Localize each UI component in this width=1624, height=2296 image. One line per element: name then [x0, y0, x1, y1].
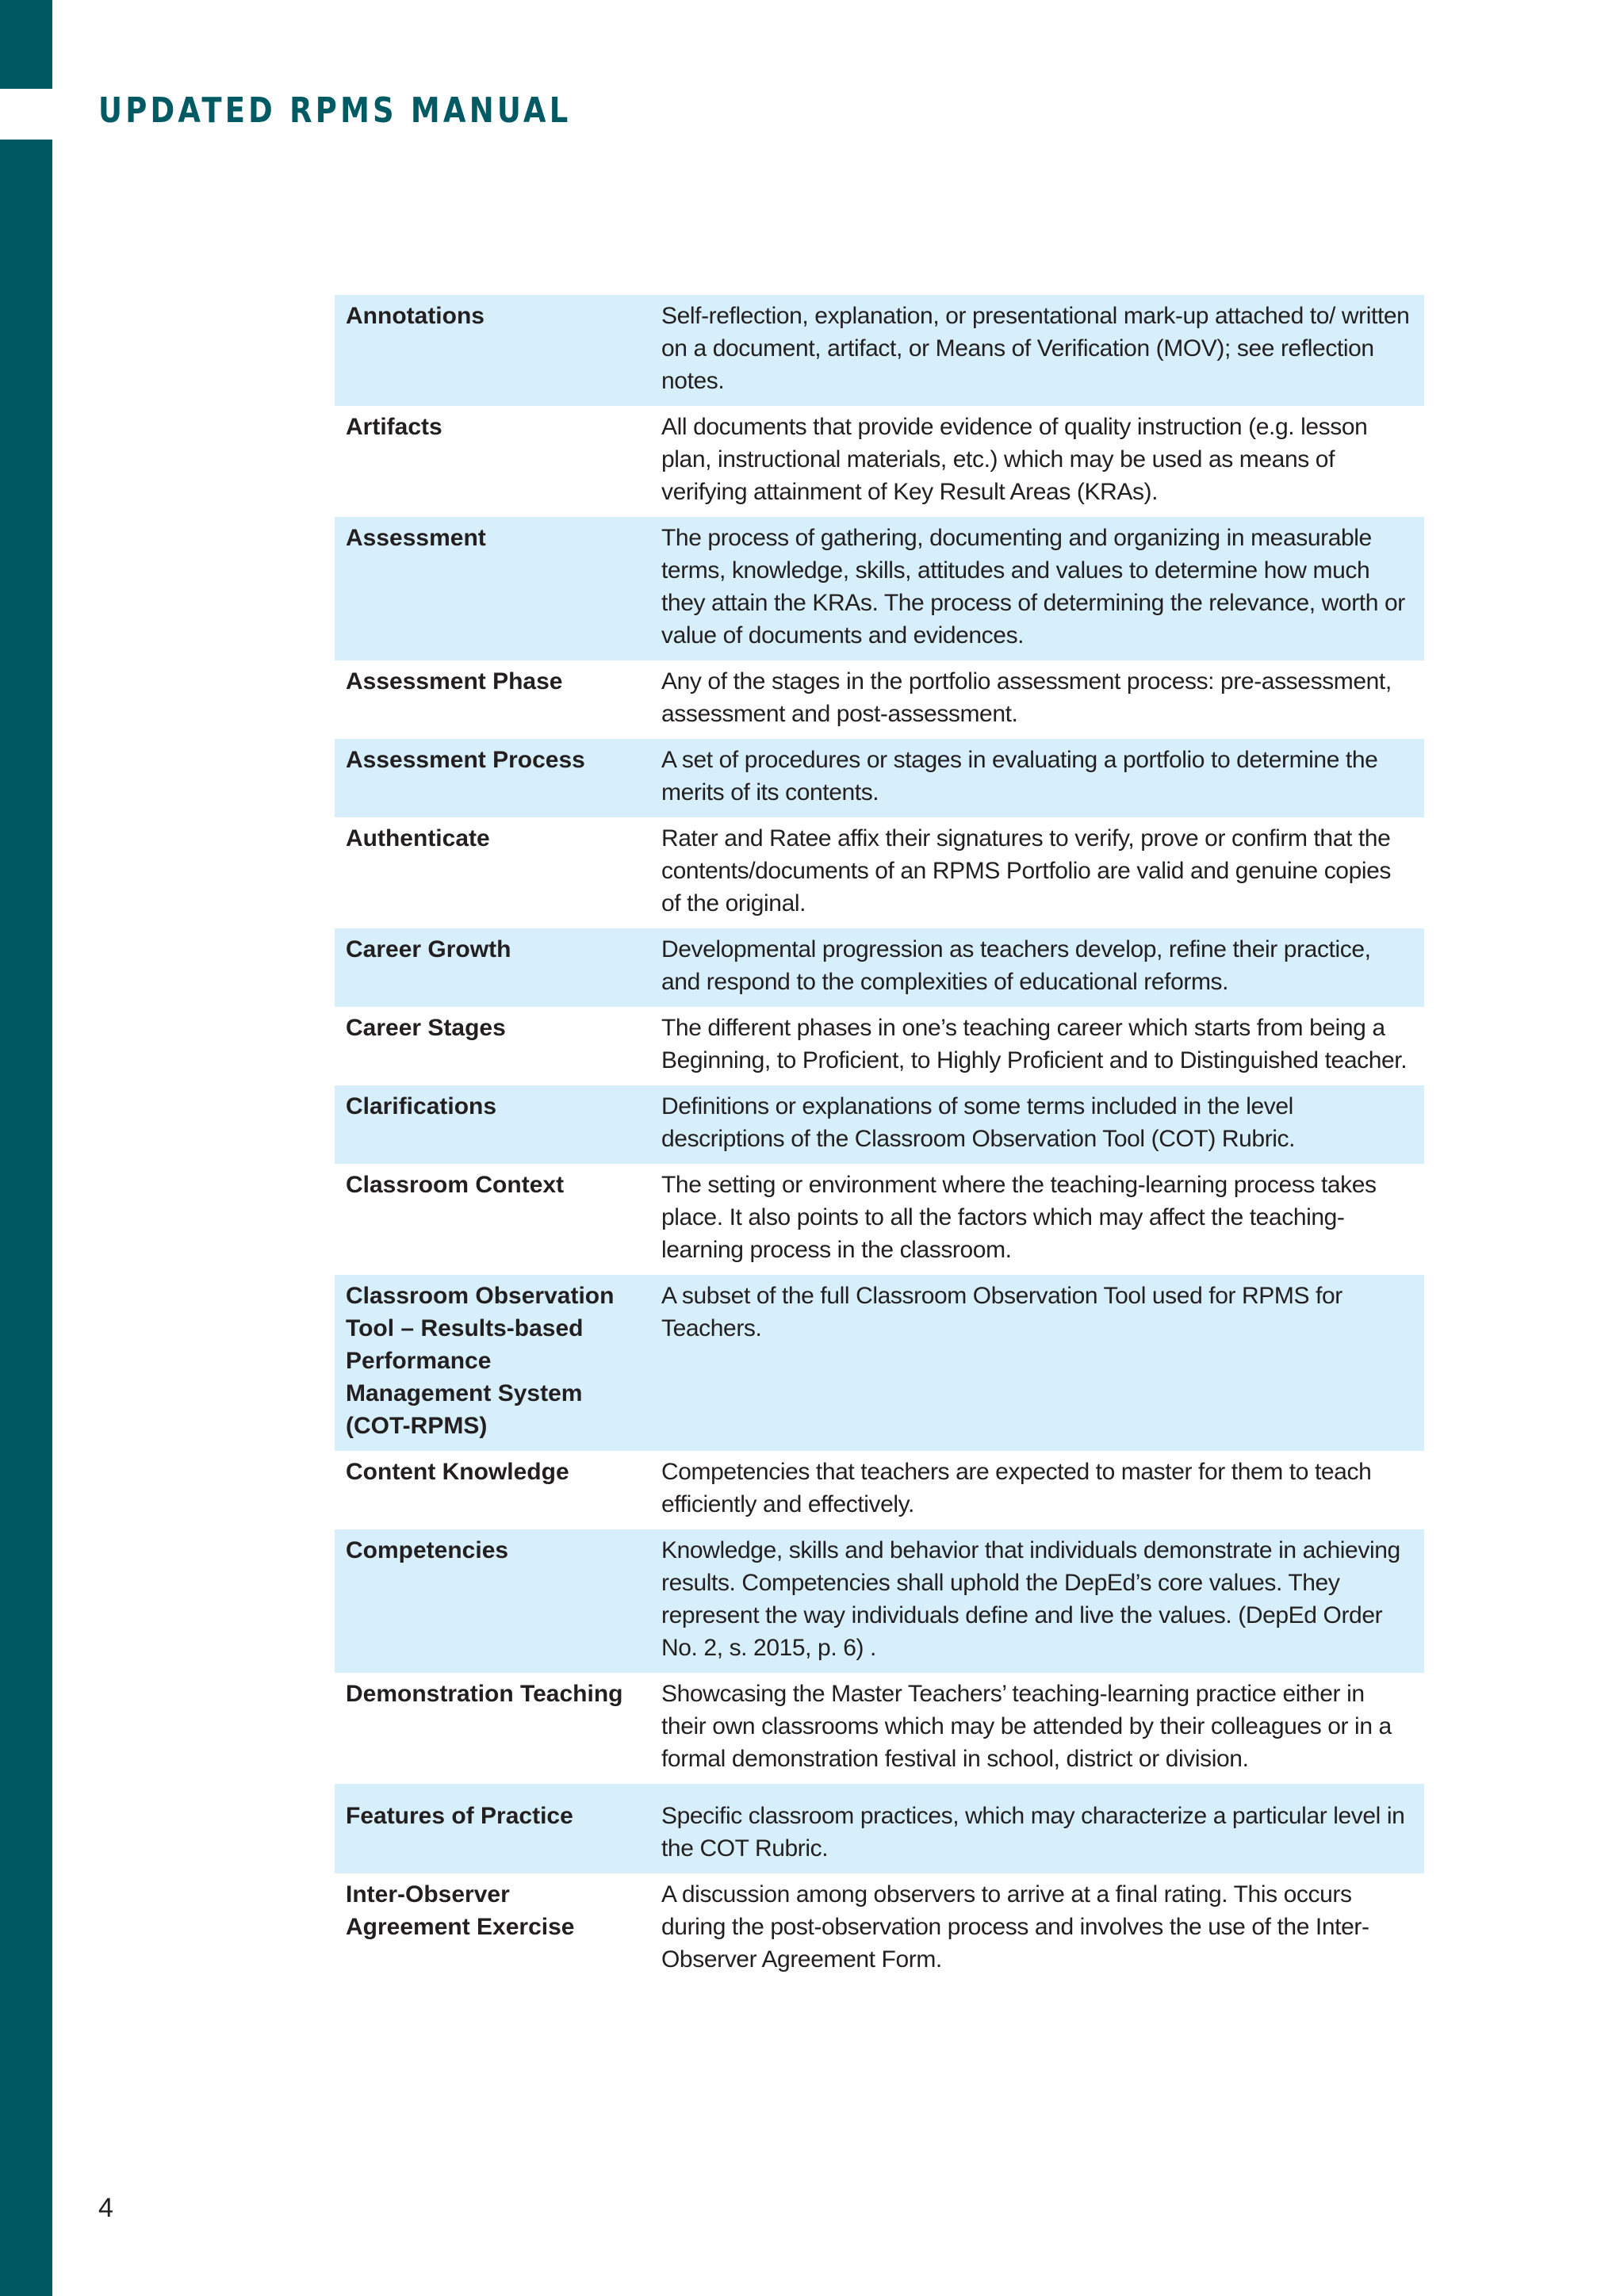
glossary-definition: The process of gathering, documenting and organizing in measurable terms, knowledge, skills, attitudes and values to determine how much they attain the KRAs. The process of determining the relevance, worth or value of documents and evidences. [661, 525, 1405, 649]
glossary-definition: Definitions or explanations of some terms included in the level descriptions of the Classroom Observation Tool (COT) Rubric. [661, 1093, 1296, 1152]
glossary-row [335, 1529, 1424, 1673]
glossary-definition: Any of the stages in the portfolio assessment process: pre-assessment, assessment and post-assessment. [661, 668, 1392, 727]
glossary-definition: A set of procedures or stages in evaluating a portfolio to determine the merits of its contents. [661, 747, 1378, 806]
glossary-row [335, 406, 1424, 517]
glossary-row [335, 1164, 1424, 1275]
glossary-definition: The setting or environment where the teaching-learning process takes place. It also points to all the factors which may affect the teaching-learning process in the classroom. [661, 1172, 1377, 1263]
glossary-row [335, 517, 1424, 660]
glossary-definition: A discussion among observers to arrive at a final rating. This occurs during the post-observation process and involves the use of the Inter-Observer Agreement Form. [661, 1881, 1369, 1973]
running-header: UPDATED RPMS MANUAL [98, 90, 572, 131]
glossary-definition: Knowledge, skills and behavior that individuals demonstrate in achieving results. Competencies shall uphold the DepEd’s core values. They represent the way individuals define and live the values. (DepEd Order No. 2, s. 2015, p. 6) . [661, 1537, 1400, 1661]
glossary-row [335, 1085, 1424, 1164]
glossary-term: Features of Practice [346, 1803, 573, 1829]
glossary-definition: The different phases in one’s teaching career which starts from being a Beginning, to Proficient, to Highly Proficient and to Distinguished teacher. [661, 1015, 1408, 1073]
glossary-term: Annotations [346, 303, 485, 329]
glossary-row [335, 739, 1424, 817]
glossary-definition: Developmental progression as teachers develop, refine their practice, and respond to the complexities of educational reforms. [661, 936, 1371, 995]
glossary-row [335, 1275, 1424, 1451]
glossary-definition: Competencies that teachers are expected to master for them to teach efficiently and effectively. [661, 1459, 1372, 1517]
glossary-term: Career Stages [346, 1015, 506, 1041]
glossary-definition: A subset of the full Classroom Observation Tool used for RPMS for Teachers. [661, 1283, 1342, 1341]
glossary-row [335, 1451, 1424, 1529]
glossary-row [335, 660, 1424, 739]
glossary-term: Career Growth [346, 936, 511, 962]
glossary-term: Classroom Observation Tool – Results-based Performance Management System (COT-RPMS) [346, 1283, 615, 1439]
glossary-term: Classroom Context [346, 1172, 565, 1198]
glossary-table [335, 295, 1424, 1984]
glossary-definition: Showcasing the Master Teachers’ teaching-learning practice either in their own classrooms which may be attended by their colleagues or in a formal demonstration festival in school, district or division. [661, 1681, 1392, 1772]
glossary-row [335, 1784, 1424, 1873]
page-number: 4 [98, 2193, 113, 2223]
glossary-row [335, 817, 1424, 928]
glossary-row [335, 1673, 1424, 1784]
glossary-term: Assessment Process [346, 747, 585, 773]
side-accent-bar-top [0, 0, 52, 89]
glossary-definition: Specific classroom practices, which may characterize a particular level in the COT Rubric. [661, 1803, 1405, 1862]
glossary-definition: Self-reflection, explanation, or presentational mark-up attached to/ written on a document, artifact, or Means of Verification (MOV); see reflection notes. [661, 303, 1410, 394]
glossary-term: Inter-Observer Agreement Exercise [346, 1881, 575, 1940]
glossary-definition: Rater and Ratee affix their signatures to verify, prove or confirm that the contents/documents of an RPMS Portfolio are valid and genuine copies of the original. [661, 825, 1392, 916]
glossary-term: Assessment Phase [346, 668, 563, 695]
glossary-term: Competencies [346, 1537, 509, 1563]
glossary-term: Demonstration Teaching [346, 1681, 623, 1707]
side-accent-bar [0, 140, 52, 2296]
glossary-row [335, 1873, 1424, 1984]
glossary-definition: All documents that provide evidence of quality instruction (e.g. lesson plan, instructional materials, etc.) which may be used as means of verifying attainment of Key Result Areas (KRAs). [661, 414, 1368, 505]
glossary-term: Artifacts [346, 414, 442, 440]
glossary-row [335, 928, 1424, 1007]
glossary-row [335, 1007, 1424, 1085]
glossary-term: Content Knowledge [346, 1459, 569, 1485]
glossary-term: Clarifications [346, 1093, 497, 1119]
glossary-term: Assessment [346, 525, 486, 551]
glossary-term: Authenticate [346, 825, 490, 851]
glossary-row [335, 295, 1424, 406]
